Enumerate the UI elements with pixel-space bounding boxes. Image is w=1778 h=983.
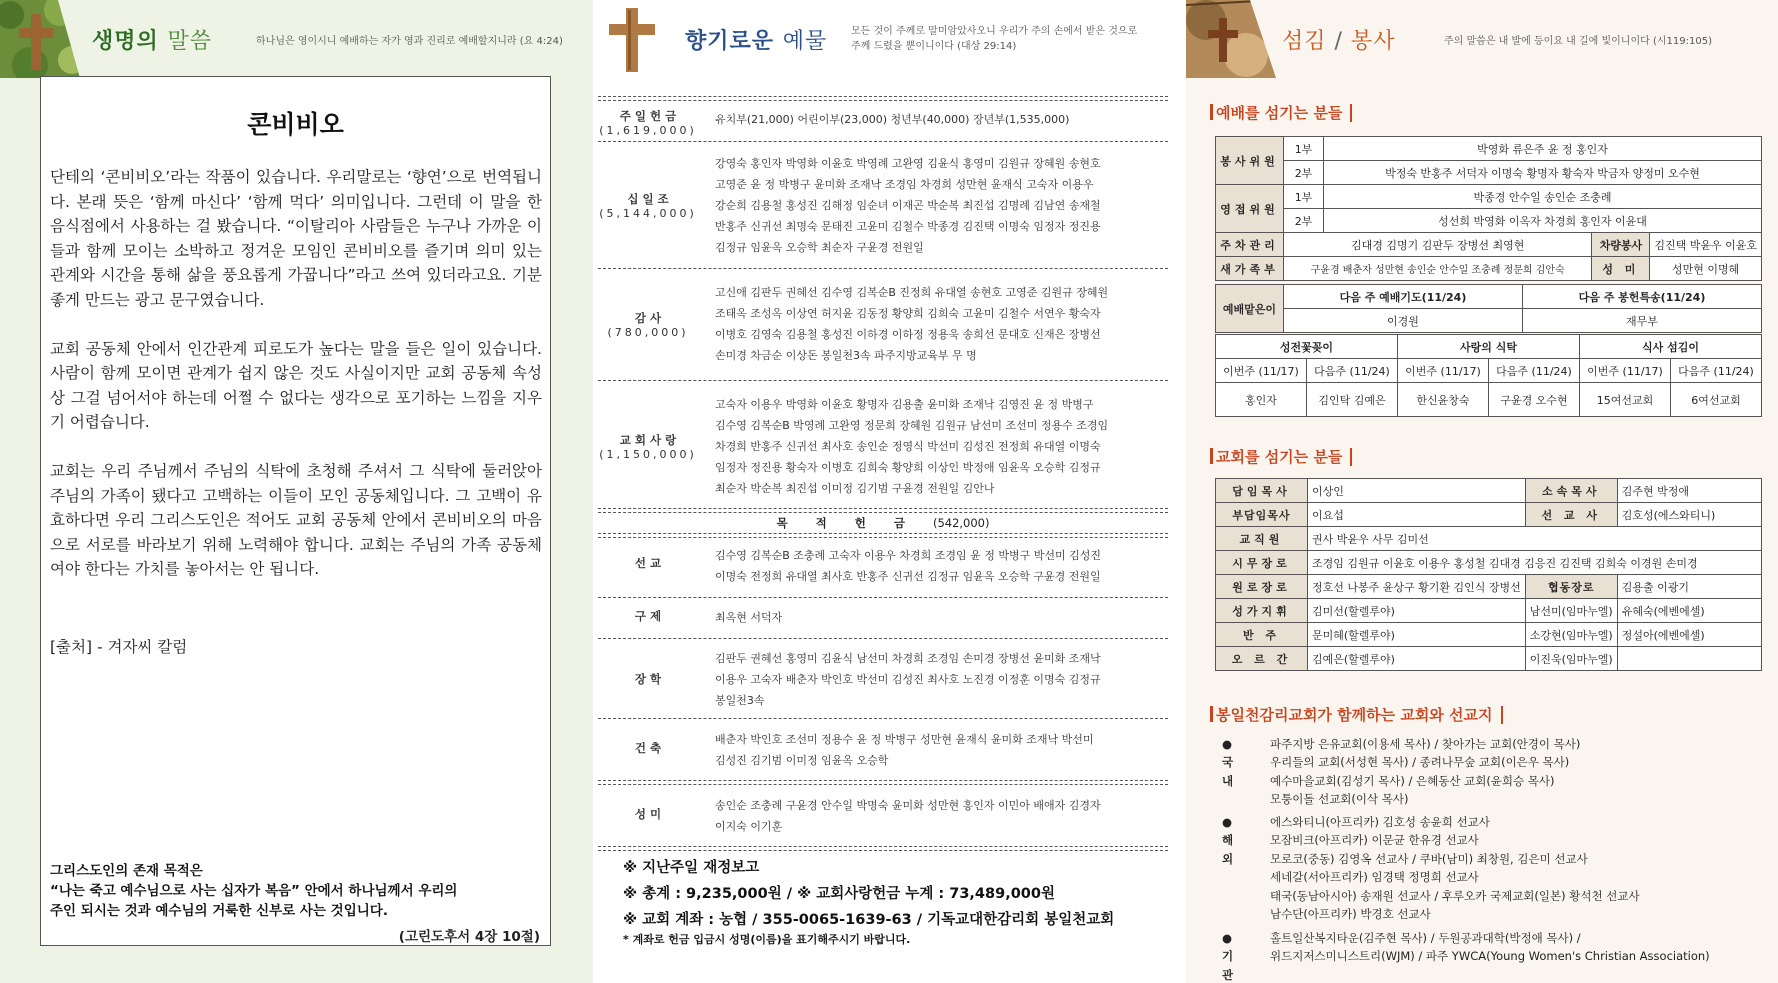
divider bbox=[598, 846, 1168, 851]
panel2-title: 향기로운 예물 bbox=[685, 29, 828, 54]
finance-report: ※ 지난주일 재정보고 ※ 총계 : 9,235,000원 / ※ 교회사랑헌금 누계 : 73,489,000원 ※ 교회 계좌 : 농협 / 355-0065-1639-63 / 기독교대한감리회 봉일천교회 * 계좌로 헌금 입금시 성명(이름)을 표기해주시기 바랍니다. bbox=[623, 860, 1115, 946]
article-title: 콘비비오 bbox=[247, 110, 344, 139]
cross-plant-image bbox=[0, 0, 80, 78]
sermon-box bbox=[40, 76, 551, 946]
worship-table: 봉사위원 1부 박영화 류은주 윤 정 홍인자 2부 박정숙 반홍주 서덕자 이명숙 황명자 황숙자 박금자 양정미 오수현 영접위원 1부 박종경 안수일 송인순 조충례 2부 성선희 박영화 이옥자 차경희 홍인자 이윤대 주차관리 김대경 김명기 김판두 장병선 최영현 차량봉사 김진택 박윤우 이윤호 새가족부 구윤경 배춘자 성만현 송인순 안수일 조충례 정문희 김안숙 성 미 성만현 이명혜 bbox=[1215, 136, 1762, 281]
divider bbox=[598, 141, 1168, 142]
purpose-reference: (고린도후서 4장 10절) bbox=[398, 929, 540, 945]
wooden-cross-image bbox=[593, 0, 673, 78]
staff-table: 담임목사 이상인 소속목사 김주현 박정애 부담임목사 이요섭 선 교 사 김호성(에스와티니) 교직원 권사 박윤우 사무 김미선 시무장로 조경임 김원규 이윤호 이용우 홍성철 김대경 김응진 김진택 김희숙 이경원 손미경 원로장로 정호선 나봉주 윤상구 황기환 김인식 장병선 협동장로 김용출 이광기 성가지휘 김미선(할렐루야) 남선미(임마누엘) 유혜숙(에벤에셀) 반 주 문미혜(할렐루야) 소강현(임마누엘) 정설아(에벤에셀) 오 르 간 김예은(할렐루야) 이진욱(임마누엘) bbox=[1215, 478, 1762, 671]
weekly-service-table: 성전꽃꽂이 사랑의 식탁 식사 섬김이 이번주 (11/17) 다음주 (11/24) 이번주 (11/17) 다음주 (11/24) 이번주 (11/17) 다음주 (11/24) 홍인자 김인탁 김예은 한신윤창숙 구윤경 오수현 15여선교회 6여선교회 bbox=[1215, 334, 1762, 417]
panel3-verse: 주의 말씀은 내 발에 등이요 내 길에 빛이니이다 (시119:105) bbox=[1444, 36, 1712, 47]
article-paragraph: 교회 공동체 안에서 인간관계 피로도가 높다는 말을 들은 일이 있습니다. 사람이 함께 모이면 관계가 쉽지 않은 것도 사실이지만 교회 공동체 속성상 그걸 넘어서야 하는데 어쩔 수 없다는 생각으로 포기하는 느낌을 지우기 어렵습니다. bbox=[50, 339, 542, 432]
worship-prep-table: 예배맡은이 다음 주 예배기도(11/24) 다음 주 봉헌특송(11/24) 이경원 재무부 bbox=[1215, 284, 1762, 333]
panel3-header bbox=[1186, 0, 1778, 78]
divider bbox=[598, 638, 1168, 639]
section-partner-missions: 봉일천감리교회가 함께하는 교회와 선교지 bbox=[1216, 706, 1493, 724]
divider bbox=[598, 718, 1168, 719]
purpose-offering-header: 목적헌금(542,000) bbox=[776, 516, 990, 530]
panel-service: 섬김 / 봉사 주의 말씀은 내 발에 등이요 내 길에 빛이니이다 (시119:105) 예배를 섬기는 분들 봉사위원 1부 박영화 류은주 윤 정 홍인자 2부 박정숙 반홍주 서덕자 이명숙 황명자 황숙자 박금자 양정미 오수현 영접위원 1부 박종경 안수일 송인순 조충례 2부 성선희 박영화 이옥자 차경희 홍인자 이윤대 주차관리 김대경 김명기 김판두 장병선 최영현 차량봉사 김진택 박윤우 이윤호 새가족부 구윤경 배춘자 성만현 송인순 안수일 조충례 정문희 김안숙 성 미 성만현 이명혜 예배맡은이 다음 주 예배기도(11/24) 다음 주 봉헌특송(11/24) 이경원 재무부 성전꽃꽂이 사랑의 식탁 식사 섬김이 이번주 (11/17) 다음주 (11/24) 이번주 (11/17) 다음주 (11/24) 이번주 (11/17) 다음주 (11/24) 홍인자 김인탁 김예은 한신윤창숙 구윤경 오수현 15여선교회 6여선교회 교회를 섬기는 분들 담임목사 이상인 소속목사 김주현 박정애 부담임목사 이요섭 선 교 사 김호성(에스와티니) 교직원 권사 박윤우 사무 김미선 시무장로 조경임 김원규 이윤호 이용우 홍성철 김대경 김응진 김진택 김희숙 이경원 손미경 원로장로 정호선 나봉주 윤상구 황기환 김인식 장병선 협동장로 김용출 이광기 성가지휘 김미선(할렐루야) 남선미(임마누엘) 유혜숙(에벤에셀) 반 주 문미혜(할렐루야) 소강현(임마누엘) 정설아(에벤에셀) 오 르 간 김예은(할렐루야) 이진욱(임마누엘) 봉일천감리교회가 함께하는 교회와 선교지 ●국내 파주지방 은유교회(이용세 목사) / 찾아가는 교회(안경이 목사) 우리들의 교회(서성현 목사) / 종려나무숲 교회(이은우 목사) 예수마을교회(김성기 목사) / 은혜동산 교회(윤희승 목사) 모퉁이돌 선교회(이삭 목사) ●해외 에스와티니(아프리카) 김호성 송윤희 선교사 모잠비크(아프리카) 이문균 한유경 선교사 모로코(중동) 김영옥 선교사 / 쿠바(남미) 최창원, 김은미 선교사 세네갈(서아프리카) 임경택 정명희 선교사 태국(동남아시아) 송재원 선교사 / 후루오카 국제교회(일본) 황석천 선교사 남수단(아프리카) 박경호 선교사 ●기관 홀트일산복지타운(김주현 목사) / 두원공과대학(박정애 목사) / 위드지저스미니스트리(WJM) / 파주 YWCA(Young Women's Christian Association) bbox=[1186, 0, 1778, 983]
divider bbox=[598, 268, 1168, 269]
panel-offerings: 향기로운 예물 모든 것이 주께로 말미암았사오니 우리가 주의 손에서 받은 것으로 주께 드렸을 뿐이니이다 (대상 29:14) 주 일 헌 금 (1,619,000) 유치부(21,000) 어린이부(23,000) 청년부(40,000) 장년부(1,535,000) 십 일 조 (5,144,000) 강영숙 홍인자 박영화 이윤호 박영례 고완영 김윤식 홍영미 김원규 장혜원 송현호 고영준 윤 정 박병구 윤미화 조재낙 조경임 차경희 성만현 윤재식 고숙자 이용우 강순희 김용철 홍성진 김해정 임순녀 이재곤 박순복 최진섭 김명례 김남연 송재철 반홍주 신귀선 최명숙 문태진 고윤미 김철수 박종경 김진택 이명숙 임정자 정진용 김정규 임윤옥 오승학 최순자 구윤경 전원일 감 사 (780,000) 고신애 김판두 권혜선 김수영 김복순B 진정희 유대열 송현호 고영준 김원규 장혜원 조태옥 조성옥 이상연 허지윤 김동정 황양희 김희숙 고윤미 김철수 서연우 황숙자 이병호 김영숙 김용철 홍성진 이하경 이하정 정용욱 송희선 문대호 신재은 장병선 손미경 차금순 이상돈 봉일천3속 파주지방교육부 무 명 교 회 사 랑 (1,150,000) 고숙자 이용우 박영화 이윤호 황명자 김용출 윤미화 조재낙 김영진 윤 정 박병구 김수영 김복순B 박영례 고완영 정문희 장혜원 김원규 남선미 조선미 정용수 조경임 차경희 반홍주 신귀선 최사호 송인순 정영식 박선미 김성진 전정희 유대열 이명숙 임정자 정진용 황숙자 이병호 김희숙 황양희 이상인 박정애 임윤옥 오승학 김정규 최순자 박순복 최진섭 이미정 김기범 구윤경 전원일 김안나 목적헌금(542,000) 선 교 김수영 김복순B 조충례 고숙자 이용우 차경희 조경임 윤 정 박병구 박선미 김성진 이명숙 전정희 유대열 최사호 반홍주 신귀선 김정규 임윤옥 오승학 구윤경 전원일 구 제 최옥현 서덕자 장 학 김판두 권혜선 홍영미 김윤식 남선미 차경희 조경임 손미경 장병선 윤미화 조재낙 이용우 고숙자 배춘자 박인호 박선미 김성진 최사호 노진경 이정훈 이명숙 김정규 봉일천3속 건 축 배춘자 박인호 조선미 정용수 윤 정 박병구 성만현 윤재식 윤미화 조재낙 박선미 김성진 김기범 이미정 임윤옥 오승학 성 미 송인순 조충례 구윤경 안수일 박명숙 윤미화 성만현 홍인자 이민아 배애자 김경자 이지숙 이기훈 ※ 지난주일 재정보고 ※ 총계 : 9,235,000원 / ※ 교회사랑헌금 누계 : 73,489,000원 ※ 교회 계좌 : 농협 / 355-0065-1639-63 / 기독교대한감리회 봉일천교회 * 계좌로 헌금 입금시 성명(이름)을 표기해주시기 바랍니다. bbox=[593, 0, 1186, 983]
divider bbox=[598, 780, 1168, 785]
panel-word-of-life bbox=[0, 0, 593, 983]
panel2-verse: 모든 것이 주께로 말미암았사오니 우리가 주의 손에서 받은 것으로 주께 드렸을 뿐이니이다 (대상 29:14) bbox=[851, 26, 1138, 52]
article-paragraph: 교회는 우리 주님께서 주님의 식탁에 초청해 주셔서 그 식탁에 둘러앉아 주님의 가족이 됐다고 고백하는 이들이 모인 공동체입니다. 그 고백이 유효하다면 우리 그리스도인은 적어도 교회 공동체 안에서 콘비비오의 마음으로 서로를 바라보기 위해 노력해야 합니다. 교회는 주님의 가족 공동체여야 한다는 가치를 놓아서는 안 됩니다. bbox=[50, 461, 542, 579]
panel1-title: 생명의 말씀 bbox=[92, 29, 212, 54]
divider bbox=[598, 597, 1168, 598]
section-church-servers: 교회를 섬기는 분들 bbox=[1216, 448, 1343, 466]
divider bbox=[598, 96, 1168, 101]
panel2-header bbox=[593, 0, 1186, 78]
panel1-header bbox=[0, 0, 593, 78]
cross-branch-image bbox=[1186, 0, 1276, 78]
panel3-title: 섬김 / 봉사 bbox=[1282, 29, 1396, 54]
divider bbox=[598, 380, 1168, 381]
article-body bbox=[50, 165, 542, 606]
divider bbox=[598, 508, 1168, 513]
christian-purpose: 그리스도인의 존재 목적은 “나는 죽고 예수님으로 사는 십자가 복음” 안에서 하나님께서 우리의 주인 되시는 것과 예수님의 거룩한 신부로 사는 것입니다. bbox=[50, 863, 458, 919]
article-source: [출처] - 겨자씨 칼럼 bbox=[50, 638, 188, 656]
divider bbox=[598, 533, 1168, 538]
panel1-verse: 하나님은 영이시니 예배하는 자가 영과 진리로 예배할지니라 (요 4:24) bbox=[256, 36, 563, 47]
section-worship-servers: 예배를 섬기는 분들 bbox=[1216, 104, 1343, 122]
article-paragraph: 단테의 ‘콘비비오’라는 작품이 있습니다. 우리말로는 ‘향연’으로 번역됩니다. 본래 뜻은 ‘함께 마신다’ ‘함께 먹다’ 의미입니다. 그런데 이 말을 한 음식점에서 사용하는 걸 봤습니다. “이탈리아 사람들은 누구나 가까운 이들과 함께 모이는 소박하고 정겨운 모임인 콘비비오를 즐기며 의미 있는 관계와 시간을 통해 삶을 풍요롭게 가꿉니다”라고 쓰여 있더라고요. 기분 좋게 만드는 광고 문구였습니다. bbox=[50, 168, 542, 309]
